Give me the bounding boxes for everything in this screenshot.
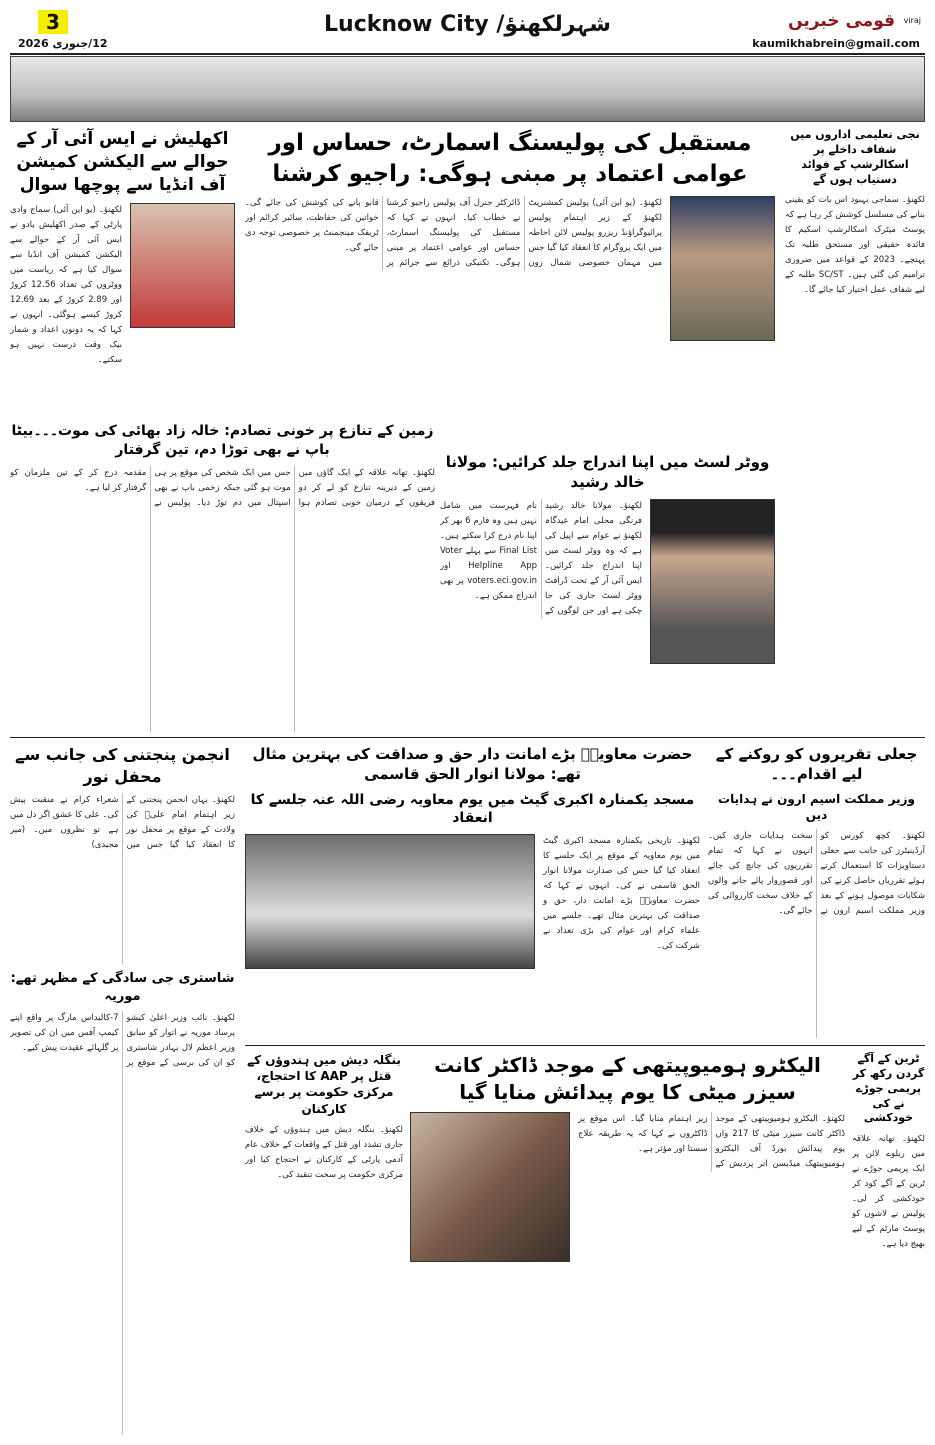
birthday-event-photo	[410, 1112, 570, 1262]
scholarship-article	[785, 128, 925, 732]
city-skyline-banner	[10, 56, 925, 122]
page-number: 3	[38, 10, 68, 34]
electro-homeopathy-headline: الیکٹرو ہومیوپیتھی کے موجد ڈاکٹر کانت سیزر میٹی کا یوم پیدائش منایا گیا	[434, 1053, 821, 1104]
scholarship-headline: نجی تعلیمی اداروں میں شفاف داخلے پر اسکالرشپ کے فوائد دستیاب ہوں گے	[790, 128, 920, 186]
train-suicide-headline: ٹرین کے آگے گردن رکھ کر پریمی جوڑے نے کی خودکشی	[852, 1052, 925, 1125]
shastri-headline: شاستری جی سادگی کے مظہر تھے: موریہ	[10, 971, 235, 1004]
fake-appointments-article	[708, 744, 925, 1038]
police-body: لکھنؤ۔ (یو این آئی) پولیس کمشنریٹ لکھنؤ کے زیر اہتمام پولیس پرائیوگراؤنڈ ریزرو پولیس لائن احاطہ میں ایک پروگرام کا انعقاد کیا گیا جس میں مہمان خصوصی شمال زون ڈائرکٹر جنرل آف پولیس راجیو کرشنا نے خطاب کیا۔ انہوں نے کہا کہ مستقبل کی پولیسنگ اسمارٹ، حساس اور عوامی اعتماد پر مبنی ہوگی۔ تکنیکی ذرائع سے جرائم پر قابو پانے کی کوشش کی جائے گی۔ خواتین کی حفاظت، سائبر کرائم اور ٹریفک مینجمنٹ پر خصوصی توجہ دی جائے گی۔	[245, 198, 662, 269]
aap-protest-headline: بنگلہ دیش میں ہندوؤں کے قتل پر AAP کا احتجاج، مرکزی حکومت پر برسے کارکنان	[247, 1053, 401, 1116]
voter-list-article	[440, 452, 775, 732]
shastri-article	[10, 970, 235, 1435]
anjuman-body: لکھنؤ۔ یہاں انجمن پنجتنی کے زیر اہتمام امام علیؑ کی ولادت کے موقع پر محفل نور کا انعقاد کیا گیا جس میں شعراء کرام نے منقبت پیش کی۔ علی کا عشق اگر دل میں ہے تو نظروں میں۔ (میر مجیدی)	[10, 795, 235, 851]
voter-list-body: لکھنؤ۔ مولانا خالد رشید فرنگی محلی امام عیدگاہ لکھنؤ نے عوام سے اپیل کی ہے کہ وہ ووٹر لسٹ میں اپنا اندراج جلد کرائیں۔ ایس آئی آر کے تحت ڈرافٹ ووٹر لسٹ جاری کی جا چکی ہے اور جن لوگوں کے نام فہرست میں شامل نہیں ہیں وہ فارم 6 بھر کر اپنا نام درج کرا سکتے ہیں۔ Final List سے پہلے Voter Helpline App اور voters.eci.gov.in پر بھی اندراج ممکن ہے۔	[440, 500, 642, 616]
scholarship-body: لکھنؤ۔ سماجی بہبود اس بات کو یقینی بنانے کی مسلسل کوشش کر رہا ہے کہ پوسٹ میٹرک اسکالرشپ اسکیم کا فائدہ حقیقی اور مستحق طلبہ تک پہنچے۔ 2023 کے قواعد میں ضروری ترامیم کی گئی ہیں۔ SC/ST طلبہ کے لیے شفاف عمل اختیار کیا جائے گا۔	[785, 195, 925, 296]
train-suicide-body: لکھنؤ۔ تھانہ علاقہ میں ریلوے لائن پر ایک پریمی جوڑے نے ٹرین کے آگے کود کر خودکشی کر لی۔ پولیس نے لاشوں کو پوسٹ مارٹم کے لیے بھیج دیا ہے۔	[852, 1134, 925, 1250]
land-dispute-headline: زمین کے تنازع پر خونی تصادم: خالہ زاد بھائی کی موت۔۔۔بیٹا باپ نے بھی توڑا دم، تین گرفتار	[11, 423, 434, 458]
shastri-body: لکھنؤ۔ نائب وزیر اعلیٰ کیشو پرساد موریہ نے اتوار کو سابق وزیر اعظم لال بہادر شاستری کو ان کی برسی کے موقع پر 7-کالیداس مارگ پر واقع اپنے کیمپ آفس میں ان کی تصویر پر گلہائے عقیدت پیش کیے۔	[10, 1013, 235, 1069]
muawiya-headline: حضرت معاویہؓ بڑے امانت دار حق و صداقت کی بہترین مثال تھے: مولانا انوار الحق قاسمی	[252, 745, 693, 784]
police-officer-photo	[670, 196, 775, 341]
police-headline: مستقبل کی پولیسنگ اسمارٹ، حساس اور عوامی اعتماد پر مبنی ہوگی: راجیو کرشنا	[268, 130, 752, 188]
aap-protest-article	[245, 1052, 403, 1435]
jalsa-photo	[245, 834, 535, 969]
akhilesh-body: لکھنؤ۔ (یو این آئی) سماج وادی پارٹی کے صدر اکھلیش یادو نے ایس آئی آر کے حوالے سے الیکشن کمیشن آف انڈیا سے سوال کیا ہے کہ ریاست میں ووٹروں کی تعداد 12.56 کروڑ اور 2.89 کروڑ کے بعد 12.69 کروڑ کیسے ہوگئی۔ انہوں نے کہا کہ یہ دونوں اعداد و شمار بیک وقت درست نہیں ہو سکتے۔	[10, 204, 122, 365]
land-dispute-body: لکھنؤ۔ تھانہ علاقہ کے ایک گاؤں میں زمین کے دیرینہ تنازع کو لے کر دو فریقوں کے درمیان خونی تصادم ہوا جس میں ایک شخص کی موقع پر ہی موت ہو گئی جبکہ زخمی باپ نے بھی اسپتال میں دم توڑ دیا۔ پولیس نے مقدمہ درج کر کے تین ملزمان کو گرفتار کر لیا ہے۔	[10, 467, 435, 508]
akhilesh-photo	[130, 203, 235, 328]
muawiya-body: لکھنؤ۔ تاریخی یکمنارہ مسجد اکبری گیٹ میں یوم معاویہ کے موقع پر ایک جلسے کا انعقاد کیا گیا جس کی صدارت مولانا انوار الحق قاسمی نے کی۔ انہوں نے کہا کہ حضرت معاویہؓ بڑے امانت دار، حق و صداقت کی بہترین مثال تھے۔ جلسے میں علماء کرام اور عوام کی بڑی تعداد نے شرکت کی۔	[543, 836, 700, 952]
akhilesh-article	[10, 128, 235, 415]
brand-small: viraj	[903, 16, 921, 25]
akhilesh-headline: اکھلیش نے ایس آئی آر کے حوالے سے الیکشن کمیشن آف انڈیا سے پوچھا سوال	[16, 129, 229, 195]
fake-appointments-headline: جعلی تقریروں کو روکنے کے لیے اقدام۔۔۔	[715, 745, 918, 784]
electro-homeopathy-body: لکھنؤ۔ الیکٹرو ہومیوپیتھی کے موجد ڈاکٹر کانت سیزر میٹی کا 217 واں یوم پیدائش بورڈ آف الیکٹرو ہومیوپیتھک میڈیسن اتر پردیش کے زیر اہتمام منایا گیا۔ اس موقع پر ڈاکٹروں نے کہا کہ یہ طریقہ علاج سستا اور مؤثر ہے۔	[578, 1114, 845, 1169]
fake-appointments-subheadline: وزیر مملکت اسیم ارون نے ہدایات دیں	[718, 791, 915, 822]
anjuman-article	[10, 744, 235, 964]
email: kaumikhabrein@gmail.com	[752, 37, 920, 50]
land-dispute-article	[10, 422, 435, 732]
aap-protest-body: لکھنؤ۔ بنگلہ دیش میں ہندوؤں کے خلاف جاری تشدد اور قتل کے واقعات کے خلاف عام آدمی پارٹی کے کارکنان نے احتجاج کیا اور مرکزی حکومت پر سخت تنقید کی۔	[245, 1124, 403, 1180]
muawiya-article	[245, 744, 700, 1038]
electro-homeopathy-article	[410, 1052, 845, 1435]
voter-list-headline: ووٹر لسٹ میں اپنا اندراج جلد کرائیں: مولانا خالد رشید	[445, 453, 770, 492]
train-suicide-article	[852, 1052, 925, 1435]
row-divider-2	[245, 1045, 925, 1046]
header-divider	[10, 53, 925, 55]
police-article	[245, 128, 775, 446]
maulana-photo	[650, 499, 775, 664]
row-divider	[10, 737, 925, 738]
date: 12/جنوری 2026	[18, 37, 108, 50]
anjuman-headline: انجمن پنجتنی کی جانب سے محفل نور	[15, 745, 230, 786]
fake-appointments-body: لکھنؤ۔ کچھ کورس کو آرڈینیٹرز کی جانب سے جعلی دستاویزات کا استعمال کرتے ہوئے تقرریاں حاصل کرنے کی شکایات موصول ہونے کے بعد وزیر مملکت اسیم ارون نے سخت ہدایات جاری کیں۔ انہوں نے کہا کہ تمام تقرریوں کی جانچ کی جائے اور قصوروار پائے جانے والوں کے خلاف سخت کارروائی کی جائے گی۔	[708, 830, 925, 916]
brand-logo: قومی خبریں	[788, 11, 895, 31]
section-title: شہرلکھنؤ/ Lucknow City	[324, 12, 611, 37]
muawiya-subheadline: مسجد یکمنارہ اکبری گیٹ میں یوم معاویہ رضی اللہ عنہ جلسے کا انعقاد	[250, 791, 695, 827]
